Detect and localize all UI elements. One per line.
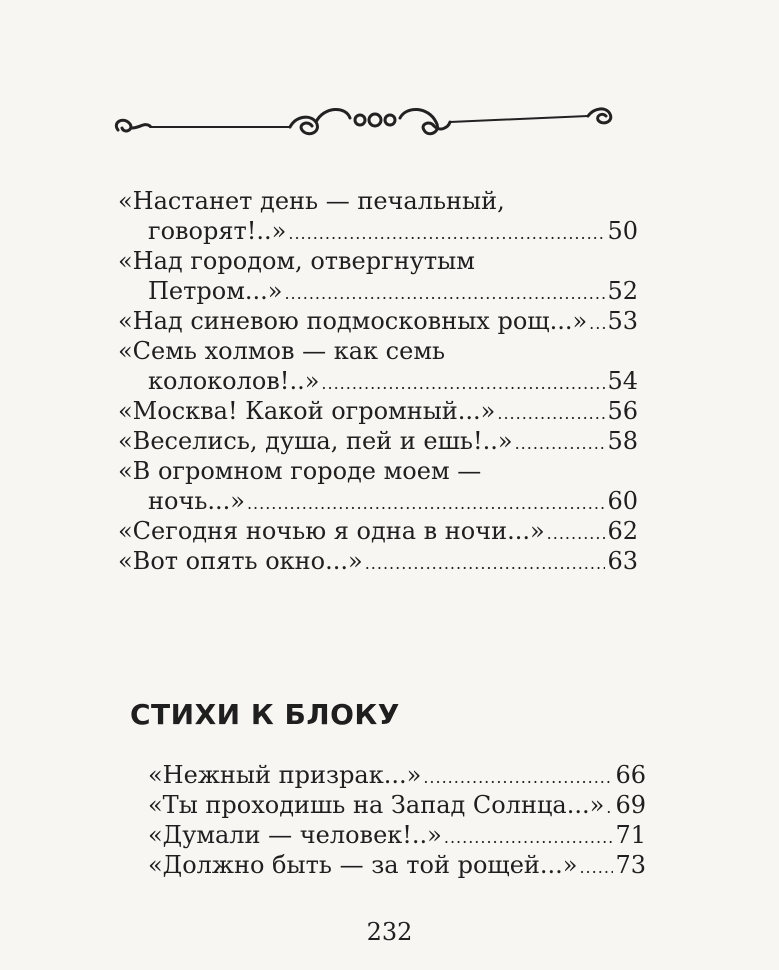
- entry-page: 71: [615, 821, 646, 849]
- toc-entry: [148, 850, 646, 880]
- entry-title-line2: ночь...»: [148, 487, 245, 515]
- toc-entry: [118, 516, 638, 546]
- entry-leader-line: [148, 760, 646, 790]
- toc-entry: [118, 456, 638, 516]
- section-heading: СТИХИ К БЛОКУ: [130, 698, 400, 731]
- dot-leader: [247, 494, 606, 514]
- entry-page: 66: [615, 761, 646, 789]
- entry-title: «Думали — человек!..»: [148, 821, 442, 849]
- entry-page: 63: [607, 547, 638, 575]
- dot-leader: [321, 374, 605, 394]
- entry-title-line1: «В огромном городе моем —: [118, 457, 482, 485]
- entry-title: «Москва! Какой огромный...»: [118, 397, 496, 425]
- entry-title: «Нежный призрак...»: [148, 761, 422, 789]
- dot-leader: [606, 798, 613, 818]
- entry-title-line1: «Над городом, отвергнутым: [118, 247, 475, 275]
- entry-leader-line: [148, 790, 646, 820]
- entry-leader-line: [118, 306, 638, 336]
- ornamental-divider: [110, 92, 620, 142]
- entry-leader-line: [118, 366, 638, 396]
- dot-leader: [589, 314, 605, 334]
- entry-page: 58: [607, 427, 638, 455]
- entry-title: «Над синевою подмосковных рощ...»: [118, 307, 588, 335]
- dot-leader: [284, 284, 605, 304]
- entry-page: 53: [607, 307, 638, 335]
- entry-leader-line: [148, 850, 646, 880]
- entry-title: «Веселись, душа, пей и ешь!..»: [118, 427, 513, 455]
- entry-page: 73: [615, 851, 646, 879]
- entry-leader-line: [118, 516, 638, 546]
- toc-entry: [118, 396, 638, 426]
- entry-leader-line: [118, 276, 638, 306]
- toc-entry: [148, 790, 646, 820]
- dot-leader: [444, 828, 614, 848]
- entry-page: 62: [607, 517, 638, 545]
- entry-leader-line: [118, 486, 638, 516]
- entry-page: 60: [607, 487, 638, 515]
- entry-title-line2: Петром...»: [148, 277, 283, 305]
- dot-leader: [288, 224, 605, 244]
- entry-leader-line: [118, 396, 638, 426]
- entry-page: 56: [607, 397, 638, 425]
- entry-title-line2: колоколов!..»: [148, 367, 320, 395]
- dot-leader: [497, 404, 605, 424]
- entry-page: 54: [607, 367, 638, 395]
- entry-title-line1: «Семь холмов — как семь: [118, 337, 446, 365]
- entry-page: 52: [607, 277, 638, 305]
- page-number: 232: [366, 918, 413, 946]
- toc-entry: [118, 306, 638, 336]
- entry-title: «Ты проходишь на Запад Солнца...»: [148, 791, 605, 819]
- entry-title: «Должно быть — за той рощей...»: [148, 851, 578, 879]
- entry-leader-line: [118, 426, 638, 456]
- toc-entry: [148, 820, 646, 850]
- entry-page: 69: [615, 791, 646, 819]
- entry-title-line1: «Настанет день — печальный,: [118, 187, 505, 215]
- toc-entry: [118, 426, 638, 456]
- entry-title-line2: говорят!..»: [148, 217, 287, 245]
- dot-leader: [515, 434, 606, 454]
- dot-leader: [423, 768, 613, 788]
- entry-leader-line: [148, 820, 646, 850]
- entry-leader-line: [118, 216, 638, 246]
- dot-leader: [365, 554, 606, 574]
- toc-entry: [118, 186, 638, 246]
- entry-page: 50: [607, 217, 638, 245]
- toc-entry: [118, 336, 638, 396]
- entry-title: «Сегодня ночью я одна в ночи...»: [118, 517, 545, 545]
- toc-section-2: [148, 760, 646, 880]
- dot-leader: [579, 858, 613, 878]
- toc-entry: [118, 546, 638, 576]
- toc-entry: [148, 760, 646, 790]
- entry-title: «Вот опять окно...»: [118, 547, 363, 575]
- dot-leader: [547, 524, 606, 544]
- toc-section-1: [118, 186, 638, 576]
- toc-entry: [118, 246, 638, 306]
- entry-leader-line: [118, 546, 638, 576]
